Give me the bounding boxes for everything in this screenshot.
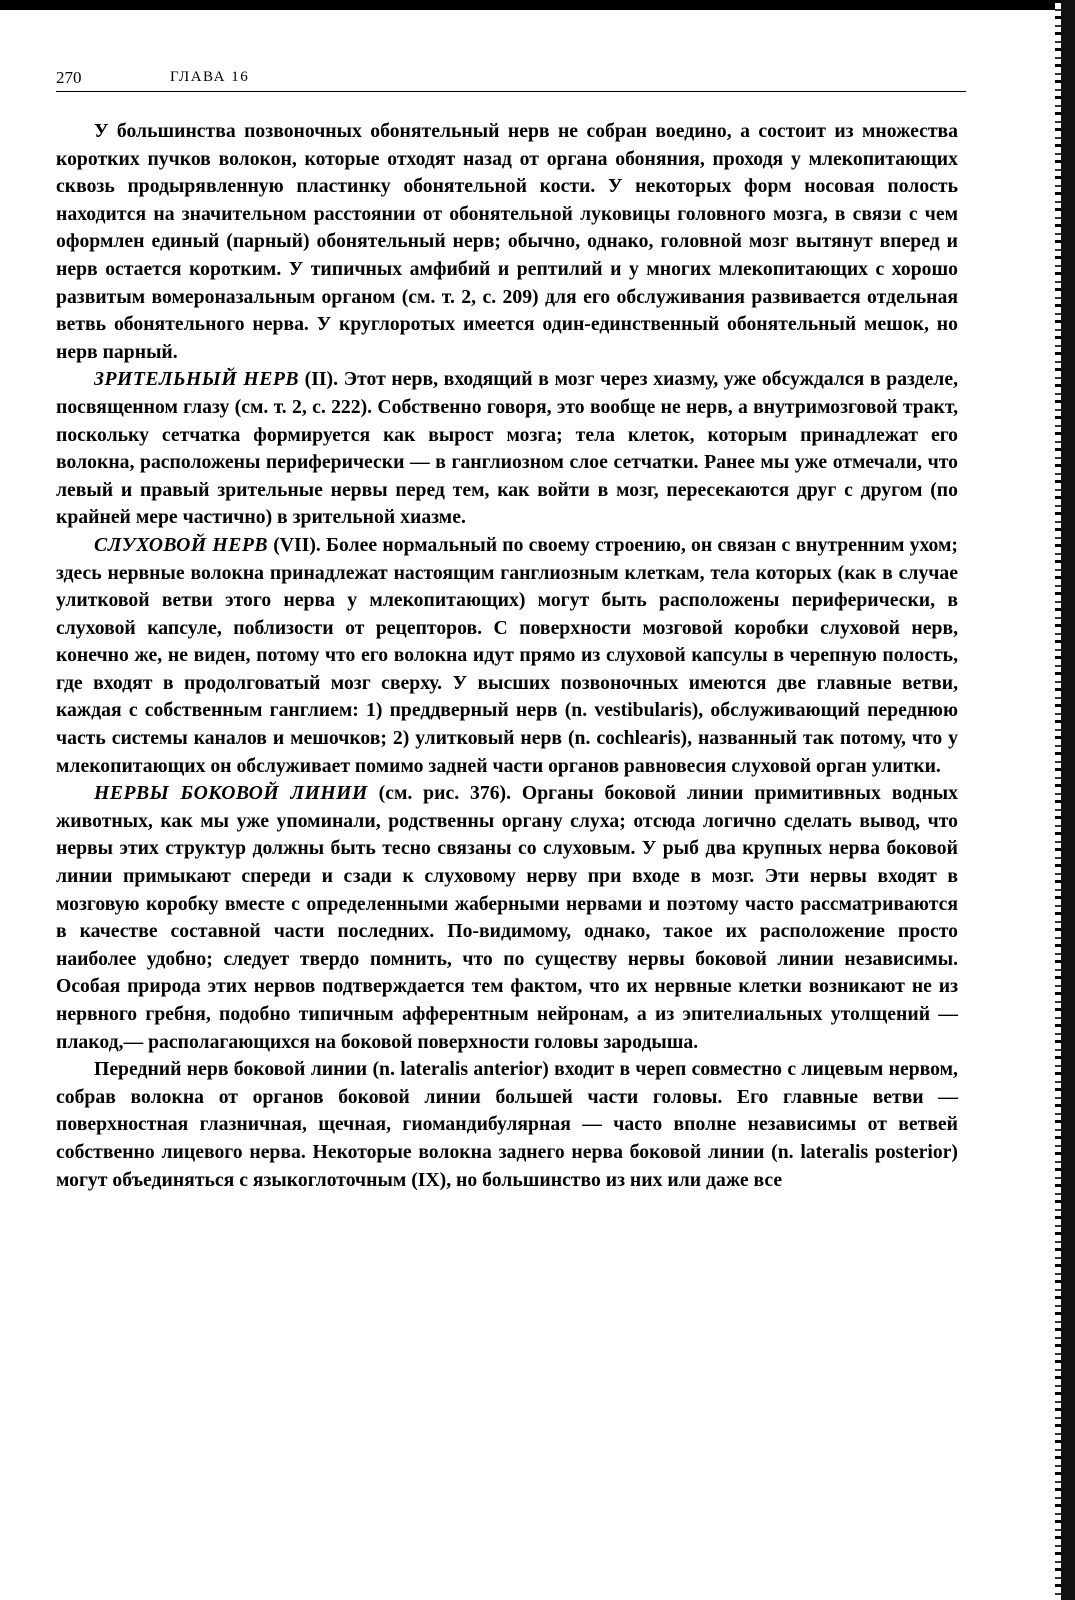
chapter-title: ГЛАВА 16 xyxy=(170,69,250,85)
scan-right-edge xyxy=(1061,0,1075,1600)
term-anterior-lateral-nerve: Передний нерв боковой линии xyxy=(94,1058,368,1081)
paragraph-text: (см. рис. 376). Органы боковой линии примитивных водных животных, как мы уже упоминали, родственны органу слуха; отсюда логично сделать вывод, что нервы этих структур должны быть тесно связаны со слуховым. У рыб два крупных нерва боковой линии примыкают спереди и сзади к слуховому нерву при входе в мозг. Эти нервы входят в мозговую коробку вместе с определенными жаберными нервами и поэтому часто рассматриваются в качестве составной части последних. По-видимому, однако, такое их расположение просто наиболее удобно; следует твердо помнить, что по существу нервы боковой линии независимы. Особая природа этих нервов подтверждается тем фактом, что их нервные клетки возникают не из нервного гребня, подобно типичным афферентным нейронам, а из эпителиальных утолщений — плакод,— располагающихся на боковой поверхности головы зародыша. xyxy=(56,782,959,1053)
paragraph-text: (n. vestibularis), обслуживающий переднюю часть системы каналов и мешочков; 2) xyxy=(56,699,958,750)
section-heading-lateral-line: НЕРВЫ БОКОВОЙ ЛИНИИ xyxy=(94,782,368,805)
body-text xyxy=(56,118,958,1194)
term-vestibular: преддверный нерв xyxy=(389,699,558,722)
paragraph-optic-nerve xyxy=(56,366,958,532)
header-rule xyxy=(56,91,966,92)
paragraph-text: (n. lateralis anterior) входит в череп совместно с лицевым нервом, собрав волокна от органов боковой линии большей части головы. Его главные ветви — поверхностная глазничная, щечная, гиомандибулярная — часто вполне независимы от ветвей собственно лицевого нерва. Некоторые волокна xyxy=(56,1058,958,1163)
paragraph-lateral-line xyxy=(56,780,958,1056)
paragraph-auditory-nerve xyxy=(56,532,958,780)
term-cochlear: улитковый нерв xyxy=(415,727,563,750)
page-number: 270 xyxy=(56,68,82,87)
paragraph-anterior-lateral xyxy=(56,1056,958,1194)
paragraph-text: (n. cochlearis), названный так потому, что у млекопитающих он обслуживает помимо задней части органов равновесия слуховой орган улитки. xyxy=(56,727,958,777)
paragraph-olfactory xyxy=(56,118,958,366)
section-heading-auditory: СЛУХОВОЙ НЕРВ xyxy=(94,533,268,556)
paragraph-text: (n. lateralis posterior) могут объединяться с языкоглоточным (IX), но большинство из них или даже все xyxy=(56,1140,958,1191)
section-heading-optic: ЗРИТЕЛЬНЫЙ НЕРВ xyxy=(94,368,299,391)
page-header xyxy=(56,68,966,90)
paragraph-text: У большинства позвоночных обонятельный нерв не собран воедино, а состоит из множества коротких пучков волокон, которые отходят назад от органа обоняния, проходя у млекопитающих сквозь продырявленную пластинку обонятельной кости. У некоторых форм носовая полость находится на значительном расстоянии от обонятельной луковицы головного мозга, в связи с чем оформлен единый (парный) обонятельный нерв; обычно, однако, головной мозг вытянут вперед и нерв остается коротким. У типичных амфибий и рептилий и у многих млекопитающих с хорошо развитым вомероназальным органом (см. т. 2, с. 209) для его обслуживания развивается отдельная ветвь обонятельного нерва. У круглоротых имеется один-единственный обонятельный мешок, но нерв парный. xyxy=(56,120,958,363)
paragraph-text: (II). Этот нерв, входящий в мозг через хиазму, уже обсуждался в разделе, посвященном глазу (см. т. 2, с. 222). Собственно говоря, это вообще не нерв, а внутримозговой тракт, поскольку сетчатка формируется как вырост мозга; тела клеток, которым принадлежат его волокна, расположены периферически — в ганглиозном слое сетчатки. Ранее мы уже отмечали, что левый и правый зрительные нервы перед тем, как войти в мозг, пересекаются друг с другом (по крайней мере частично) в зрительной хиазме. xyxy=(56,368,959,529)
term-posterior-lateral-nerve: заднего нерва боковой линии xyxy=(498,1140,765,1163)
scan-top-border xyxy=(0,0,1075,10)
paragraph-text: (VII). Более нормальный по своему строению, он связан с внутренним ухом; здесь нервные волокна принадлежат настоящим ганглиозным клеткам, тела которых (как в случае улитковой ветви этого нерва у млекопитающих) могут быть расположены периферически, в слуховой капсуле, поблизости от рецепторов. С поверхности мозговой коробки слуховой нерв, конечно же, не виден, потому что его волокна идут прямо из слуховой капсулы в черепную полость, где входят в продолговатый мозг сверху. У высших позвоночных имеются две главные ветви, каждая с собственным ганглием: 1) xyxy=(56,533,958,722)
